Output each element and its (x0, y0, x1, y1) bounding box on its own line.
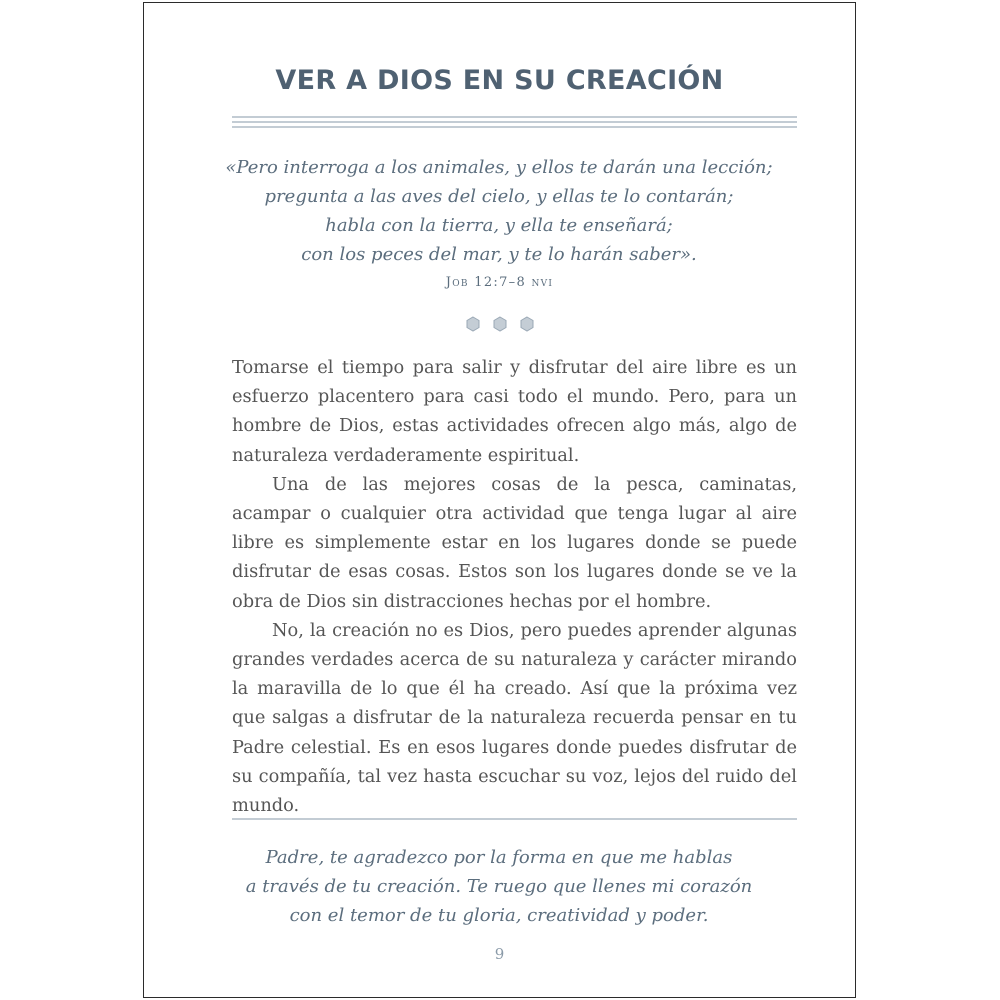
page-number: 9 (494, 945, 505, 963)
epigraph-line: pregunta a las aves del cielo, y ellas te lo contarán; (264, 186, 734, 207)
hexagon-dot-icon (519, 316, 535, 332)
prayer-divider (232, 818, 797, 820)
scripture-reference: Job 12:7–8 nvi (445, 275, 554, 290)
epigraph-line: con los peces del mar, y te lo harán saber». (301, 244, 697, 265)
book-page (143, 2, 856, 998)
body-text (232, 353, 797, 820)
hexagon-dot-icon (465, 316, 481, 332)
hexagon-dot-icon (492, 316, 508, 332)
title-divider-line (232, 126, 797, 128)
epigraph-line: habla con la tierra, y ella te enseñará; (325, 215, 673, 236)
body-paragraph: Tomarse el tiempo para salir y disfrutar del aire libre es un esfuerzo placentero para casi todo el mundo. Pero, para un hombre de Dios, estas actividades ofrecen algo más, algo de naturaleza verdaderamente espiritual. (232, 357, 797, 466)
title-divider-line (232, 116, 797, 118)
closing-prayer (164, 843, 834, 930)
chapter-title: VER A DIOS EN SU CREACIÓN (275, 65, 724, 96)
epigraph-line: «Pero interroga a los animales, y ellos te darán una lección; (225, 157, 773, 178)
title-divider-line (232, 121, 797, 123)
body-paragraph: No, la creación no es Dios, pero puedes aprender algunas grandes verdades acerca de su naturaleza y carácter mirando la maravilla de lo que él ha creado. Así que la próxima vez que salgas a disfrutar de la naturaleza recuerda pensar en tu Padre celestial. Es en esos lugares donde puedes disfrutar de su compañía, tal vez hasta escuchar su voz, lejos del ruido del mundo. (232, 619, 797, 817)
epigraph-quote (164, 153, 834, 269)
body-paragraph: Una de las mejores cosas de la pesca, caminatas, acampar o cualquier otra actividad que tenga lugar al aire libre es simplemente estar en los lugares donde se puede disfrutar de esas cosas. Estos son los lugares donde se ve la obra de Dios sin distracciones hechas por el hombre. (232, 473, 797, 612)
prayer-line: a través de tu creación. Te ruego que llenes mi corazón (245, 876, 753, 897)
title-divider (232, 116, 797, 128)
ornament-divider (144, 316, 855, 332)
prayer-line: Padre, te agradezco por la forma en que me hablas (265, 847, 733, 868)
prayer-line: con el temor de tu gloria, creatividad y poder. (289, 905, 709, 926)
